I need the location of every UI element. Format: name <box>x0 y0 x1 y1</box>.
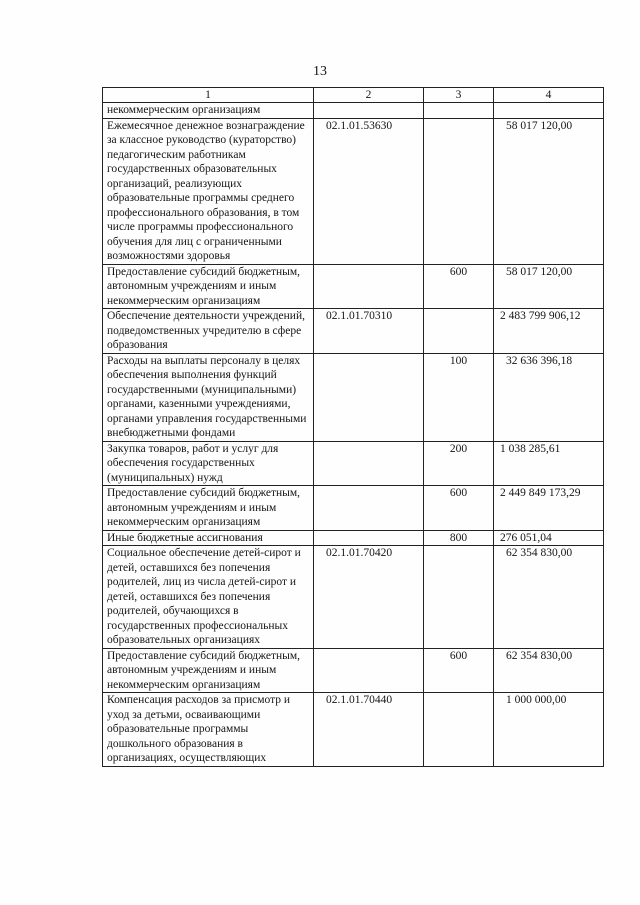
row-code <box>314 486 424 531</box>
table-row <box>103 118 604 264</box>
table-row <box>103 693 604 767</box>
table-row <box>103 546 604 649</box>
row-code: 02.1.01.70440 <box>314 693 424 767</box>
page-number: 13 <box>313 64 327 79</box>
row-expense-type: 600 <box>424 264 494 309</box>
column-number-3: 3 <box>424 88 494 103</box>
table-header-row <box>103 88 604 103</box>
table-row <box>103 648 604 693</box>
row-amount: 32 636 396,18 <box>494 353 604 441</box>
row-code <box>314 264 424 309</box>
row-expense-type <box>424 103 494 119</box>
row-amount: 1 000 000,00 <box>494 693 604 767</box>
row-code <box>314 441 424 486</box>
row-amount: 58 017 120,00 <box>494 118 604 264</box>
row-name: некоммерческим организациям <box>103 103 314 119</box>
row-code <box>314 530 424 546</box>
row-expense-type: 200 <box>424 441 494 486</box>
row-name: Обеспечение деятельности учреждений, подведомственных учредителю в сфере образования <box>103 309 314 354</box>
row-code <box>314 353 424 441</box>
row-code <box>314 648 424 693</box>
table-row <box>103 309 604 354</box>
row-code <box>314 103 424 119</box>
row-name: Расходы на выплаты персоналу в целях обеспечения выполнения функций государственными (муниципальными) органами, казенными учреждениями, органами управления государственными внебюджетными фондами <box>103 353 314 441</box>
row-amount <box>494 103 604 119</box>
row-expense-type: 600 <box>424 648 494 693</box>
row-code: 02.1.01.53630 <box>314 118 424 264</box>
row-name: Социальное обеспечение детей-сирот и детей, оставшихся без попечения родителей, лиц из числа детей-сирот и детей, оставшихся без попечения родителей, обучающихся в государственных профессиональных образовательных организациях <box>103 546 314 649</box>
row-amount: 58 017 120,00 <box>494 264 604 309</box>
column-number-2: 2 <box>314 88 424 103</box>
table-row <box>103 353 604 441</box>
row-code: 02.1.01.70310 <box>314 309 424 354</box>
table-row <box>103 103 604 119</box>
row-name: Предоставление субсидий бюджетным, автономным учреждениям и иным некоммерческим организациям <box>103 486 314 531</box>
row-expense-type <box>424 546 494 649</box>
row-expense-type: 600 <box>424 486 494 531</box>
row-amount: 2 449 849 173,29 <box>494 486 604 531</box>
column-number-1: 1 <box>103 88 314 103</box>
row-amount: 62 354 830,00 <box>494 648 604 693</box>
row-name: Предоставление субсидий бюджетным, автономным учреждениям и иным некоммерческим организациям <box>103 264 314 309</box>
row-name: Ежемесячное денежное вознаграждение за классное руководство (кураторство) педагогическим работникам государственных образовательных организаций, реализующих образовательные программы среднего профессионального образования, в том числе программы профессионального обучения для лиц с ограниченными возможностями здоровья <box>103 118 314 264</box>
row-expense-type: 800 <box>424 530 494 546</box>
budget-table <box>102 87 604 767</box>
table-row <box>103 264 604 309</box>
row-name: Предоставление субсидий бюджетным, автономным учреждениям и иным некоммерческим организациям <box>103 648 314 693</box>
row-expense-type <box>424 693 494 767</box>
table-row <box>103 486 604 531</box>
column-number-4: 4 <box>494 88 604 103</box>
row-name: Иные бюджетные ассигнования <box>103 530 314 546</box>
row-expense-type <box>424 118 494 264</box>
row-amount: 62 354 830,00 <box>494 546 604 649</box>
row-amount: 276 051,04 <box>494 530 604 546</box>
row-name: Компенсация расходов за присмотр и уход за детьми, осваивающими образовательные программы дошкольного образования в организациях, осуществляющих <box>103 693 314 767</box>
table-row <box>103 441 604 486</box>
row-code: 02.1.01.70420 <box>314 546 424 649</box>
row-name: Закупка товаров, работ и услуг для обеспечения государственных (муниципальных) нужд <box>103 441 314 486</box>
row-expense-type: 100 <box>424 353 494 441</box>
row-amount: 2 483 799 906,12 <box>494 309 604 354</box>
table-row <box>103 530 604 546</box>
row-expense-type <box>424 309 494 354</box>
row-amount: 1 038 285,61 <box>494 441 604 486</box>
